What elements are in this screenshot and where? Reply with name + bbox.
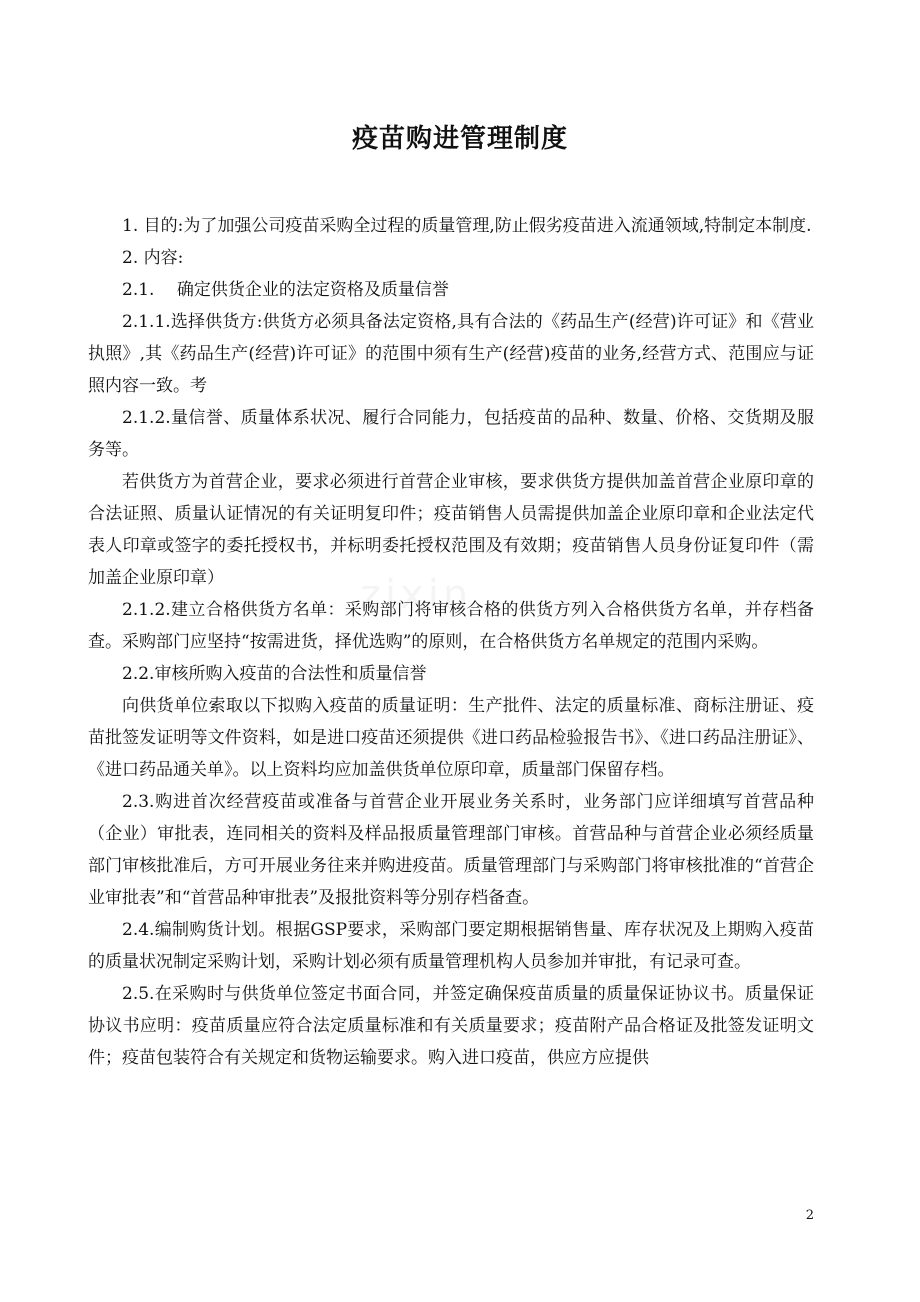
paragraph-qualified-supplier-list: 2.1.2.建立合格供货方名单：采购部门将审核合格的供货方列入合格供货方名单，并存档备查。采购部门应坚持“按需进货，择优选购”的原则，在合格供货方名单规定的范围内采购。 [88, 600, 814, 652]
paragraph-section-2-3: 2.3.购进首次经营疫苗或准备与首营企业开展业务关系时，业务部门应详细填写首营品种（企业）审批表，连同相关的资料及样品报质量管理部门审核。首营品种与首营企业必须经质量部门审核批准后，方可开展业务往来并购进疫苗。质量管理部门与采购部门将审核批准的“首营企业审批表”和“首营品种审批表”及报批资料等分别存档备查。 [88, 792, 814, 908]
document-title: 疫苗购进管理制度 [351, 124, 568, 154]
paragraph-quality-certificates: 向供货单位索取以下拟购入疫苗的质量证明：生产批件、法定的质量标准、商标注册证、疫苗批签发证明等文件资料，如是进口疫苗还须提供《进口药品检验报告书》、《进口药品注册证》、《进口药品通关单》。以上资料均应加盖供货单位原印章，质量部门保留存档。 [88, 696, 814, 780]
paragraph-purpose: 1. 目的:为了加强公司疫苗采购全过程的质量管理,防止假劣疫苗进入流通领域,特制定本制度. [122, 216, 812, 236]
paragraph-content-heading: 2. 内容: [122, 248, 184, 268]
document-body [88, 210, 814, 1074]
paragraph-section-2-2: 2.2.审核所购入疫苗的合法性和质量信誉 [122, 664, 427, 684]
paragraph-section-2-1: 2.1. 确定供货企业的法定资格及质量信誉 [122, 280, 449, 300]
paragraph-first-supplier: 若供货方为首营企业，要求必须进行首营企业审核，要求供货方提供加盖首营企业原印章的合法证照、质量认证情况的有关证明复印件；疫苗销售人员需提供加盖企业原印章和企业法定代表人印章或签字的委托授权书，并标明委托授权范围及有效期；疫苗销售人员身份证复印件（需加盖企业原印章） [88, 472, 814, 588]
paragraph-section-2-4: 2.4.编制购货计划。根据GSP要求，采购部门要定期根据销售量、库存状况及上期购入疫苗的质量状况制定采购计划，采购计划必须有质量管理机构人员参加并审批，有记录可查。 [88, 920, 814, 972]
page-number: 2 [805, 1208, 814, 1223]
paragraph-section-2-1-1: 2.1.1.选择供货方:供货方必须具备法定资格,具有合法的《药品生产(经营)许可证》和《营业执照》,其《药品生产(经营)许可证》的范围中须有生产(经营)疫苗的业务,经营方式、范围应与证照内容一致。考 [88, 312, 814, 396]
paragraph-section-2-1-2: 2.1.2.量信誉、质量体系状况、履行合同能力，包括疫苗的品种、数量、价格、交货期及服务等。 [88, 408, 814, 460]
paragraph-section-2-5: 2.5.在采购时与供货单位签定书面合同，并签定确保疫苗质量的质量保证协议书。质量保证协议书应明：疫苗质量应符合法定质量标准和有关质量要求；疫苗附产品合格证及批签发证明文件；疫苗包装符合有关规定和货物运输要求。购入进口疫苗，供应方应提供 [88, 984, 814, 1068]
